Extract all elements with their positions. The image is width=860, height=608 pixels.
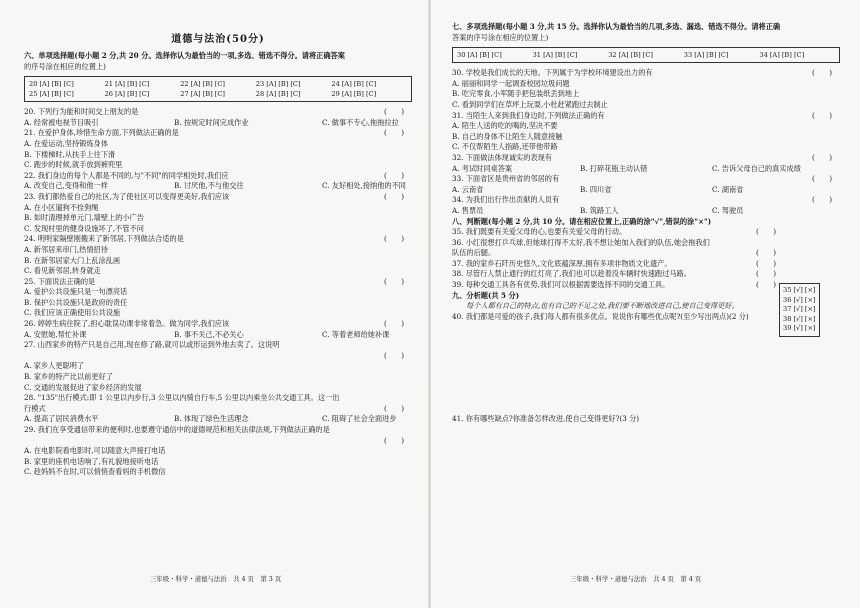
question-22: 22. 我们身边的每个人都是不同的,与"不同"的同学相处时,我们应 ( ): [24, 170, 404, 180]
option: C. 看到同学们在草坪上玩耍,小杜赶紧跑过去制止: [452, 99, 608, 109]
tf-bubble-39[interactable]: 39 [√] [×]: [783, 324, 816, 333]
question-36: 36. 小红很想打乒乓球,但她球打得不太好,我不想让她加入我们的队伍,她会拖我们: [452, 237, 710, 247]
option: A. 丽丽和同学一起调查校园垃圾问题: [452, 78, 570, 88]
option: C. 不仅帮陌生人指路,还带他带路: [452, 142, 558, 152]
option: A. 在爱运动,坚持锻炼身体: [24, 138, 108, 148]
option: C. 看见新邻居,转身就走: [24, 266, 101, 276]
section-8-heading: 八、判断题(每小题 2 分,共 10 分。请在相应位置上,正确的涂"√",错误的涂"×"): [452, 216, 712, 226]
option: A. 陌生人送的吃的喝的,坚决不要: [452, 121, 558, 131]
section-title: 道德与法治(50分): [171, 34, 265, 45]
question-41: 41. 你有哪些缺点?你准备怎样改进,使自己变得更好?(3 分): [452, 414, 640, 424]
option: A. 新邻居来串门,热情招待: [24, 244, 108, 254]
option: B. 家里的座机电话响了,有礼貌地接听电话: [24, 456, 159, 466]
page-footer: 三年级・科学・道德与法治 共 4 页 第 4 页: [570, 575, 702, 583]
question-38: 38. 尽管行人禁止通行的红灯亮了,我们也可以趁着没车辆时快速跑过马路。 ( ): [452, 269, 776, 279]
question-34-options: A. 售票员 B. 筑路工人 C. 驾驶员: [452, 205, 744, 215]
question-20-options: A. 经常被电视节目吸引 B. 按规定时间完成作业 C. 做事不专心,拖拖拉拉: [24, 117, 399, 127]
option: C. 交通的发展促进了家乡经济的发展: [24, 382, 142, 392]
page-4: 七、多项选择题(每小题 3 分,共 15 分。选择你认为最恰当的几项,多选、漏选、错选不得分。请将正确 答案的序号涂在相应的位置上) 30 [A] [B] [C] 31 [A] [B] [C] 32 [A] [B] [C] 33 [A] [B] [C] 34 [A] [B] [C] 30. 学校是我们成长的天地。下列属于为学校环境建设出力的有 ( ) A. 丽丽和同学一起调查校园垃圾问题 B. 吃完零食,小军随手把包装纸丢到地上 C. 看到同学们在草坪上玩耍,小杜赶紧跑过去制止 31. 当陌生人来到我们身边时,下列做法正确的有 ( ) A. 陌生人送的吃的喝的,坚决不要 B. 自己的身体不让陌生人随意接触 C. 不仅帮陌生人指路,还带他带路 32. 下面做法体现诚实的表现有 ( ) A. 考试时同桌答案 B. 打碎花瓶主动认错 C. 告诉父母自己的真实成绩 33. 下面省区是贵州省的邻居的有 ( ) A. 云南省 B. 四川省 C. 湖南省 34. 为我们出行作出贡献的人员有 ( ) A. 售票员 B. 筑路工人 C. 驾驶员 八、判断题(每小题 2 分,共 10 分。请在相应位置上,正确的涂"√",错误的涂"×") 35. 我们既要有关爱父母的心,也要有关爱父母的行动。 ( ) 36. 小红很想打乒乓球,但她球打得不太好,我不想让她加入我们的队伍,她会拖我们 队伍的后腿。 ( ) 37. 我的家乡石阡历史悠久,文化底蕴深厚,拥有多项非物质文化遗产。 ( ) 38. 尽管行人禁止通行的红灯亮了,我们也可以趁着没车辆时快速跑过马路。 ( ) 39. 每种交通工具各有优势,我们可以根据需要选择不同的交通工具。 ( ) 九、分析题(共 5 分) 每个人都有自己的特点,也有自己的不足之处,我们要不断地改进自己,使自己变得更好。 40. 我们都是可爱的孩子,我们每人都有很多优点。说说你有哪些优点呢?(至少写出两点)(2 分) 41. 你有哪些缺点?你准备怎样改进,使自己变得更好?(3 分) 三年级・科学・道德与法治 共 4 页 第 4 页: [430, 0, 860, 608]
question-32-options: A. 考试时同桌答案 B. 打碎花瓶主动认错 C. 告诉父母自己的真实成绩: [452, 163, 801, 173]
answer-bubble-20[interactable]: 20 [A] [B] [C]: [29, 80, 74, 89]
question-23: 23. 我们都热爱自己的社区,为了使社区可以变得更美好,我们应该 ( ): [24, 191, 404, 201]
question-20: 20. 下列行为能和时间交上朋友的是 ( ): [24, 107, 404, 117]
section-9-intro: 每个人都有自己的特点,也有自己的不足之处,我们要不断地改进自己,使自己变得更好。: [466, 301, 739, 311]
answer-bubble-32[interactable]: 32 [A] [B] [C]: [608, 51, 653, 60]
section-7-heading: 七、多项选择题(每小题 3 分,共 15 分。选择你认为最恰当的几项,多选、漏选、错选不得分。请将正确: [452, 22, 781, 31]
answer-bubble-29[interactable]: 29 [A] [B] [C]: [331, 90, 377, 99]
question-25: 25. 下面说法正确的是 ( ): [24, 276, 404, 286]
question-28-options: A. 提高了居民消费水平 B. 体现了绿色生活理念 C. 阻碍了社会全面进步: [24, 414, 397, 424]
answer-bubble-23[interactable]: 23 [A] [B] [C]: [255, 80, 301, 89]
section-6-heading: 六、单项选择题(每小题 2 分,共 20 分。选择你认为最恰当的一项,多选、错选不得分。请将正确答案: [24, 51, 345, 60]
answer-grid-7: [452, 47, 840, 63]
question-37: 37. 我的家乡石阡历史悠久,文化底蕴深厚,拥有多项非物质文化遗产。 ( ): [452, 258, 776, 268]
answer-grid-6: [24, 76, 412, 102]
section-7-heading-cont: 答案的序号涂在相应的位置上): [452, 32, 549, 42]
question-31: 31. 当陌生人来到我们身边时,下列做法正确的有 ( ): [452, 110, 832, 120]
answer-bubble-24[interactable]: 24 [A] [B] [C]: [331, 80, 377, 89]
question-40: 40. 我们都是可爱的孩子,我们每人都有很多优点。说说你有哪些优点呢?(至少写出两点)(2 分): [452, 311, 749, 321]
answer-bubble-28[interactable]: 28 [A] [B] [C]: [255, 90, 301, 99]
option: B. 自己的身体不让陌生人随意接触: [452, 131, 563, 141]
tf-bubble-36[interactable]: 36 [√] [×]: [783, 295, 816, 304]
question-34: 34. 为我们出行作出贡献的人员有 ( ): [452, 195, 832, 205]
question-28: 28. "135"出行模式:即 1 公里以内步行,3 公里以内骑自行车,5 公里以内乘坐公共交通工具。这一出: [24, 393, 340, 403]
option: C. 我们应该正确使用公共设施: [24, 308, 121, 318]
question-26-options: A. 安慰她,帮忙补课 B. 事不关己,不必关心 C. 等着老师给她补课: [24, 329, 390, 339]
answer-bubble-33[interactable]: 33 [A] [B] [C]: [683, 51, 729, 60]
option: C. 跑步的时候,就手放到裤兜里: [24, 160, 123, 170]
question-26: 26. 婷婷生病住院了,担心耽误功课非常着急。做为同学,我们应该 ( ): [24, 319, 404, 329]
answer-bubble-31[interactable]: 31 [A] [B] [C]: [532, 51, 578, 60]
option: B. 下楼梯时,从扶手上往下滑: [24, 149, 116, 159]
answer-bubble-30[interactable]: 30 [A] [B] [C]: [457, 51, 502, 60]
option: A. 爱护公共设施只是一句漂亮话: [24, 287, 128, 297]
option: A. 家乡人更聪明了: [24, 361, 85, 371]
question-33-options: A. 云南省 B. 四川省 C. 湖南省: [452, 184, 744, 194]
option: C. 发现村里的健身设施坏了,不管不问: [24, 223, 144, 233]
answer-bubble-27[interactable]: 27 [A] [B] [C]: [180, 90, 225, 99]
question-33: 33. 下面省区是贵州省的邻居的有 ( ): [452, 174, 832, 184]
question-22-options: A. 改变自己,变得和他一样 B. 讨厌他,不与他交往 C. 友好相处,接纳他的不同: [24, 181, 406, 191]
page-footer: 三年级・科学・道德与法治 共 4 页 第 3 页: [150, 575, 282, 583]
tf-bubble-37[interactable]: 37 [√] [×]: [783, 305, 816, 314]
question-24: 24. 明明家隔壁刚搬来了新邻居,下列做法合适的是 ( ): [24, 234, 404, 244]
option: C. 趁妈妈不在时,可以悄悄查看妈的手机微信: [24, 467, 166, 477]
answer-bubble-25[interactable]: 25 [A] [B] [C]: [29, 90, 74, 99]
answer-bubble-26[interactable]: 26 [A] [B] [C]: [104, 90, 150, 99]
tf-bubble-35[interactable]: 35 [√] [×]: [783, 286, 816, 294]
page-3: 道德与法治(50分) 六、单项选择题(每小题 2 分,共 20 分。选择你认为最恰当的一项,多选、错选不得分。请将正确答案 的序号涂在相应的位置上) 20 [A] [B] [C] 21 [A] [B] [C] 22 [A] [B] [C] 23 [A] [B] [C] 24 [A] [B] [C] 25 [A] [B] [C] 26 [A] [B] [C] 27 [A] [B] [C] 28 [A] [B] [C] 29 [A] [B] [C] 20. 下列行为能和时间交上朋友的是 ( ) A. 经常被电视节目吸引 B. 按规定时间完成作业 C. 做事不专心,拖拖拉拉 21. 在爱护身体,珍惜生命方面,下列做法正确的是 ( ) A. 在爱运动,坚持锻炼身体 B. 下楼梯时,从扶手上往下滑 C. 跑步的时候,就手放到裤兜里 22. 我们身边的每个人都是不同的,与"不同"的同学相处时,我们应 ( ) A. 改变自己,变得和他一样 B. 讨厌他,不与他交往 C. 友好相处,接纳他的不同 23. 我们都热爱自己的社区,为了使社区可以变得更美好,我们应该 ( ) A. 在小区遛狗不拴狗绳 B. 如时清理掉单元门,墙壁上的小广告 C. 发现村里的健身设施坏了,不管不问 24. 明明家隔壁刚搬来了新邻居,下列做法合适的是 ( ) A. 新邻居来串门,热情招待 B. 在新邻居家大门上乱涂乱画 C. 看见新邻居,转身就走 25. 下面说法正确的是 ( ) A. 爱护公共设施只是一句漂亮话 B. 保护公共设施只是政府的责任 C. 我们应该正确使用公共设施 26. 婷婷生病住院了,担心耽误功课非常着急。做为同学,我们应该 ( ) A. 安慰她,帮忙补课 B. 事不关己,不必关心 C. 等着老师给她补课 27. 山西家乡的特产只是自己用,现在修了路,就可以或形运到外地去卖了。这说明 ( ) A. 家乡人更聪明了 B. 家乡的特产比以前更好了 C. 交通的发展促进了家乡经济的发展 28. "135"出行模式:即 1 公里以内步行,3 公里以内骑自行车,5 公里以内乘坐公共交通工具。这一出 行模式 ( ) A. 提高了居民消费水平 B. 体现了绿色生活理念 C. 阻碍了社会全面进步 29. 我们在享受通信带来的便利时,也要遵守通信中的道德规范和相关法律法规,下列做法正确的是 ( ) A. 在电影院看电影时,可以随意大声接打电话 B. 家里的座机电话响了,有礼貌地接听电话 C. 趁妈妈不在时,可以悄悄查看妈的手机微信 三年级・科学・道德与法治 共 4 页 第 3 页: [0, 0, 430, 608]
question-21: 21. 在爱护身体,珍惜生命方面,下列做法正确的是 ( ): [24, 128, 404, 138]
answer-grid-8: [779, 283, 820, 337]
option: B. 在新邻居家大门上乱涂乱画: [24, 255, 121, 265]
question-29: 29. 我们在享受通信带来的便利时,也要遵守通信中的道德规范和相关法律法规,下列做法正确的是: [24, 425, 330, 434]
option: A. 在小区遛狗不拴狗绳: [24, 202, 99, 212]
question-30: 30. 学校是我们成长的天地。下列属于为学校环境建设出力的有 ( ): [452, 68, 832, 78]
question-27: 27. 山西家乡的特产只是自己用,现在修了路,就可以或形运到外地去卖了。这说明: [24, 340, 280, 350]
option: B. 家乡的特产比以前更好了: [24, 372, 113, 382]
answer-bubble-34[interactable]: 34 [A] [B] [C]: [759, 51, 805, 60]
answer-bubble-22[interactable]: 22 [A] [B] [C]: [180, 80, 225, 89]
option: B. 吃完零食,小军随手把包装纸丢到地上: [452, 89, 580, 99]
question-35: 35. 我们既要有关爱父母的心,也要有关爱父母的行动。 ( ): [452, 227, 776, 237]
option: B. 如时清理掉单元门,墙壁上的小广告: [24, 213, 144, 223]
tf-bubble-38[interactable]: 38 [√] [×]: [783, 314, 816, 323]
option: A. 在电影院看电影时,可以随意大声接打电话: [24, 446, 166, 456]
question-39: 39. 每种交通工具各有优势,我们可以根据需要选择不同的交通工具。 ( ): [452, 280, 776, 290]
option: B. 保护公共设施只是政府的责任: [24, 297, 128, 307]
question-32: 32. 下面做法体现诚实的表现有 ( ): [452, 152, 832, 162]
answer-bubble-21[interactable]: 21 [A] [B] [C]: [104, 80, 150, 89]
section-6-heading-cont: 的序号涂在相应的位置上): [24, 61, 106, 71]
section-9-heading: 九、分析题(共 5 分): [452, 290, 520, 300]
